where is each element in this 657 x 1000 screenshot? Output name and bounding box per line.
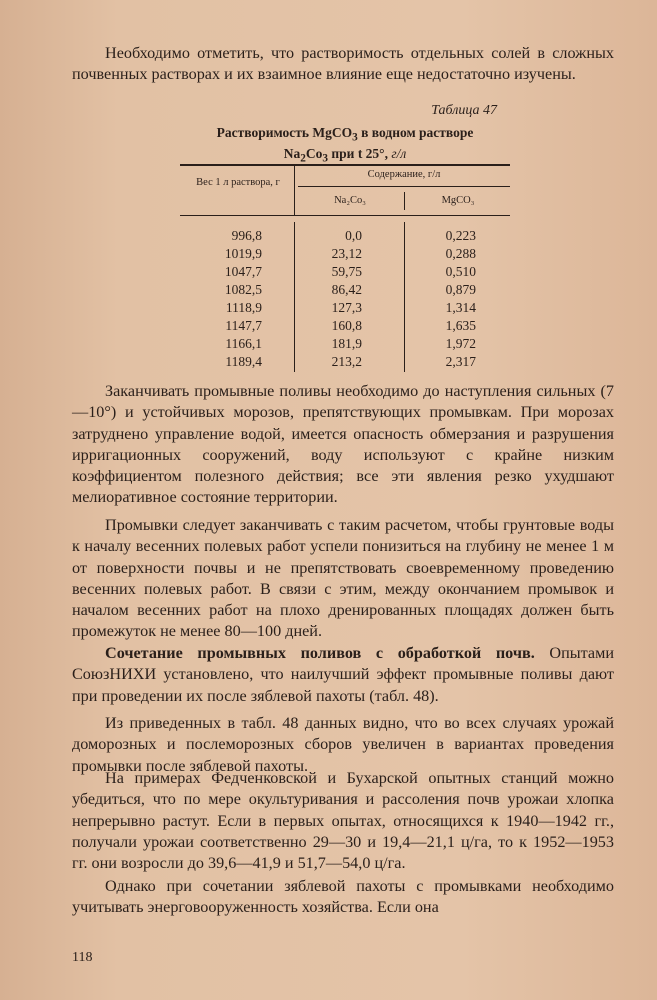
header-content: Содержание, г/л <box>367 169 441 180</box>
table-cell: 1189,4 <box>225 354 262 369</box>
table-vrule-body-2 <box>404 222 405 372</box>
paragraph-tillage: Сочетание промывных поливов с обработкой почв. Опытами СоюзНИХИ установлено, что наилучший эффект промывные поливы дают при проведении их после зяблевой пахоты (табл. 48). <box>72 644 614 705</box>
page-number: 118 <box>72 950 93 965</box>
table-number: Таблица 47 <box>431 103 497 118</box>
table-cell: 1047,7 <box>224 264 262 279</box>
column-mgco3 <box>430 227 476 371</box>
paragraph-frost: Заканчивать промывные поливы необходимо до наступления сильных (7—10°) и устойчивых морозов, препятствующих промывкам. При морозах затруднено управление водой, имеется опасность обмерзания и разрушения ирригационных сооружений, воду используют с крайне низким коэффициентом полезного действия; все эти явления резко ухудшают мелиоративное состояние территории. <box>72 382 614 507</box>
paragraph-table48: Из приведенных в табл. 48 данных видно, что во всех случаях урожай доморозных и послеморозных сборов увеличен в вариантах проведения промывки после зяблевой пахоты. <box>72 714 614 775</box>
table-cell: 0,223 <box>445 228 476 243</box>
table-cell: 181,9 <box>331 336 362 351</box>
column-na2co3 <box>300 227 362 371</box>
table-cell: 0,879 <box>445 282 476 297</box>
table-cell: 0,0 <box>345 228 362 243</box>
paragraph-groundwater: Промывки следует заканчивать с таким расчетом, чтобы грунтовые воды к началу весенних полевых работ успели понизиться на глубину не менее 1 м от поверхности почвы и не препятствовать своевременному проведению весенних полевых работ. В связи с этим, между окончанием промывок и началом весенних работ на плохо дренированных площадях должен быть промежуток не менее 80—100 дней. <box>72 516 614 641</box>
table-cell: 0,288 <box>445 246 476 261</box>
header-mgco3: MgCO₃ <box>441 195 475 206</box>
table-cell: 0,510 <box>445 264 476 279</box>
table-cell: 1,972 <box>445 336 476 351</box>
table-cell: 1166,1 <box>225 336 262 351</box>
table-cell: 213,2 <box>331 354 362 369</box>
column-weight <box>200 227 262 371</box>
table-cell: 160,8 <box>331 318 362 333</box>
paragraph-stations: На примерах Федченковской и Бухарской опытных станций можно убедиться, что по мере окультуривания и рассоления почв урожаи хлопка непрерывно растут. Если в первых опытах, относящихся к 1940—1942 гг., получали урожаи соответственно 29—30 и 19,4—21,1 ц/га, то к 1952—1953 гг. они возросли до 39,6—41,9 и 51,7—54,0 ц/га. <box>72 769 614 873</box>
section-heading: Сочетание промывных поливов с обработкой почв. <box>105 644 535 662</box>
table-cell: 23,12 <box>331 246 362 261</box>
table-header-bottom-rule <box>180 215 510 216</box>
table-cell: 996,8 <box>231 228 262 243</box>
table-cell: 1,635 <box>445 318 476 333</box>
table-cell: 2,317 <box>445 354 476 369</box>
table-vrule-body-1 <box>294 222 295 372</box>
table-cell: 86,42 <box>331 282 362 297</box>
table-vrule-2 <box>404 192 405 210</box>
table-cell: 1082,5 <box>224 282 262 297</box>
table-cell: 59,75 <box>331 264 362 279</box>
table-cell: 127,3 <box>331 300 362 315</box>
table-cell: 1118,9 <box>225 300 262 315</box>
table-cell: 1,314 <box>445 300 476 315</box>
table-vrule-1 <box>294 165 295 215</box>
table-cell: 1019,9 <box>224 246 262 261</box>
table-cell: 1147,7 <box>225 318 262 333</box>
table-header-mid-rule <box>298 186 510 187</box>
header-weight: Вес 1 л раствора, г <box>196 177 280 188</box>
intro-paragraph: Необходимо отметить, что растворимость отдельных солей в сложных почвенных растворах и их взаимное влияние еще недостаточно изучены. <box>72 44 614 84</box>
header-na2co3: Na₂Co₃ <box>334 195 366 206</box>
paragraph-energy: Однако при сочетании зяблевой пахоты с промывками необходимо учитывать энерговооруженность хозяйства. Если она <box>72 877 614 917</box>
table-top-rule <box>180 164 510 166</box>
table-title: Растворимость MgCO$_3$ в водном растворе $Na_2Co_3$ при t 25°, г/л <box>216 125 474 165</box>
